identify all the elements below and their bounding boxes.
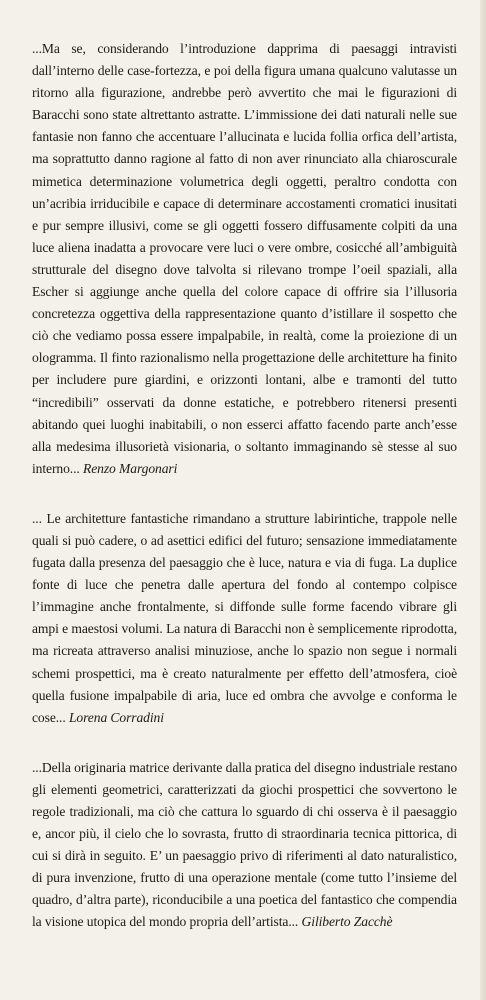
excerpt-zacche — [32, 757, 457, 934]
excerpt-author: Lorena Corradini — [68, 709, 164, 725]
excerpt-author: Renzo Margonari — [83, 460, 178, 476]
excerpt-text: ...Ma se, considerando l’introduzione dapprima di paesaggi intravisti dall’interno delle case-fortezza, e poi della figura umana qualcuno valutasse un ritorno alla figurazione, andrebbe però avvertito che mai le figurazioni di Baracchi sono state altrettanto astratte. L’immissione dei dati naturali nelle sue fantasie non fanno che accentuare l’allucinata e lucida follia orfica dell’artista, ma soprattutto danno ragione al fatto di non aver rinunciato alla chiaroscurale mimetica determinazione volumetrica degli oggetti, peraltro condotta con un’acribia irriducibile e capace di determinare accostamenti cromatici inusitati e pur sempre illusivi, come se gli oggetti fossero diffusamente colpiti da una luce aliena inadatta a provocare vere luci o vere ombre, cosicché all’ambiguità strutturale del disegno dove talvolta si rilevano trompe l’oeil spaziali, alla Escher si aggiunge anche quella del colore capace di offrire sia l’illusoria concretezza oggettiva della rappresentazione quanto d’istillare il sospetto che ciò che vediamo possa essere impalpabile, in realtà, come la proiezione di un ologramma. Il finto razionalismo nella progettazione delle architetture ha finito per includere pure giardini, e orizzonti lontani, albe e tramonti del tutto “incredibili” osservati da donne estatiche, e potrebbero ritenersi presenti abitando quei luoghi inabitabili, o non esserci affatto facendo parte anch’esse alla medesima illusorietà visionaria, o soltanto immaginando sè stesse al suo interno... — [32, 41, 457, 476]
excerpt-corradini — [32, 508, 457, 729]
document-page — [32, 38, 457, 934]
excerpt-text: ...Della originaria matrice derivante dalla pratica del disegno industriale restano gli elementi geometrici, caratterizzati da giochi prospettici che sovvertono le regole tradizionali, ma ciò che cattura lo sguardo di chi osserva è il paesaggio e, ancor più, il cielo che lo sovrasta, frutto di straordinaria tecnica pittorica, di cui si dirà in seguito. E’ un paesaggio privo di riferimenti al dato naturalistico, di pura invenzione, frutto di una operazione mentale (come tutto l’insieme del quadro, d’altra parte), riconducibile a una poetica del fantastico che compendia la visione utopica del mondo propria dell’artista... — [32, 759, 458, 930]
excerpt-author: Giliberto Zacchè — [301, 914, 393, 930]
excerpt-margonari — [32, 38, 457, 480]
excerpt-text: ... Le architetture fantastiche rimandano a strutture labirintiche, trappole nelle quali si può cadere, o ad asettici edifici del futuro; sensazione immediatamente fugata dalla presenza del paesaggio che è luce, natura e via di fuga. La duplice fonte di luce che penetra dalle apertura del fondo al contempo colpisce l’immagine anche frontalmente, si diffonde sulle forme facendo vibrare gli ampi e maestosi volumi. La natura di Baracchi non è semplicemente riprodotta, ma ricreata attraverso analisi minuziose, anche lo spazio non segue i normali schemi prospettici, ma è creato naturalmente per effetto dell’atmosfera, cioè quella fusione impalpabile di aria, luce ed ombra che avvolge e conforma le cose... — [32, 510, 457, 725]
page-edge — [480, 0, 486, 1000]
